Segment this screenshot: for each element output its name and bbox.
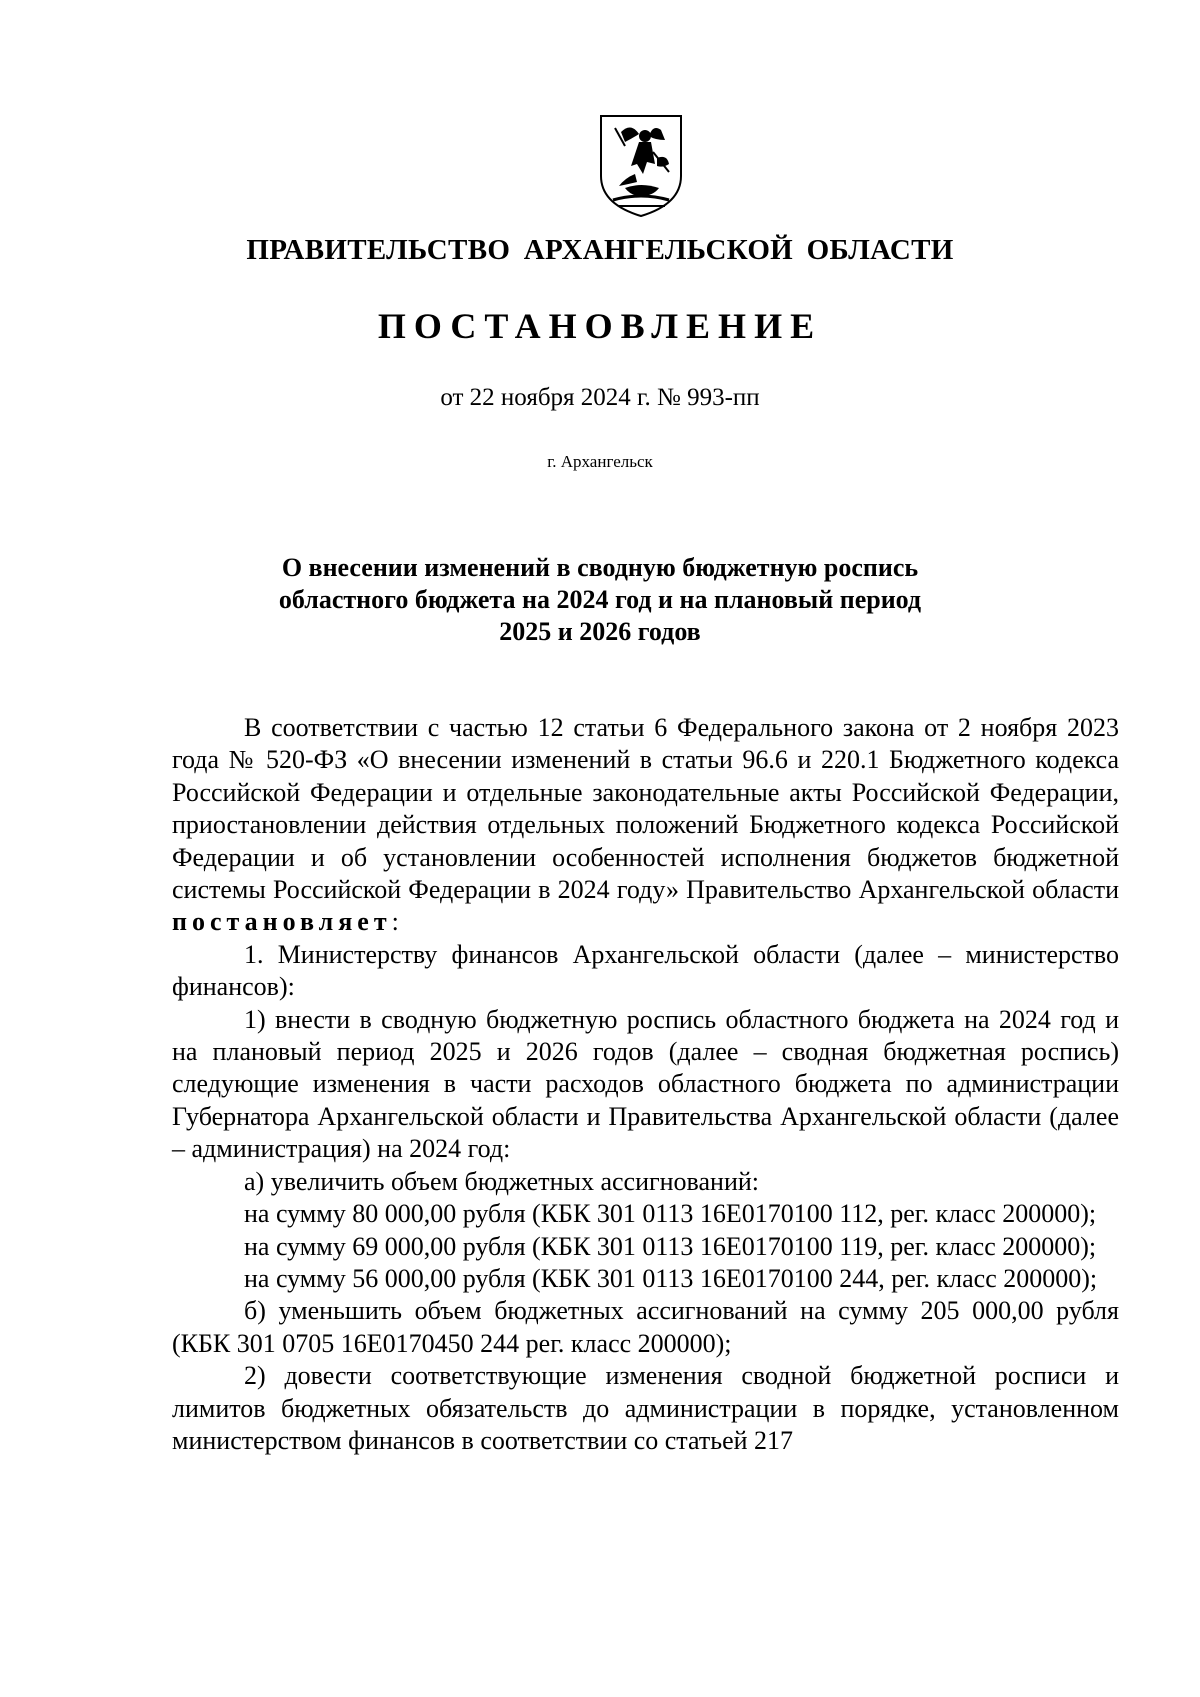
title-line: О внесении изменений в сводную бюджетную роспись: [281, 553, 919, 582]
coat-of-arms-icon: [595, 112, 687, 220]
document-body: [172, 712, 1119, 1457]
amount-paragraph-2: на сумму 69 000,00 рубля (КБК 301 0113 16Е0170100 119, рег. класс 200000);: [244, 1231, 1097, 1261]
document-city: г. Архангельск: [547, 452, 653, 471]
document-date-number: от 22 ноября 2024 г. № 993-пп: [440, 384, 760, 411]
item-1-2-paragraph: 2) довести соответствующие изменения сводной бюджетной росписи и лимитов бюджетных обязательств до администрации в порядке, установленном министерством финансов в соответствии со статьей 217: [172, 1361, 1119, 1455]
item-1-1-paragraph: 1) внести в сводную бюджетную роспись областного бюджета на 2024 год и на плановый период 2025 и 2026 годов (далее – сводная бюджетная роспись) следующие изменения в части расходов областного бюджета по администрации Губернатора Архангельской области и Правительства Архангельской области (далее – администрация) на 2024 год:: [172, 1004, 1119, 1164]
organization-name: ПРАВИТЕЛЬСТВО АРХАНГЕЛЬСКОЙ ОБЛАСТИ: [246, 234, 954, 266]
item-b-paragraph: б) уменьшить объем бюджетных ассигнований на сумму 205 000,00 рубля (КБК 301 0705 16Е0170450 244 рег. класс 200000);: [172, 1296, 1119, 1358]
item-1-paragraph: 1. Министерству финансов Архангельской области (далее – министерство финансов):: [172, 939, 1119, 1002]
document-title: [0, 552, 1200, 648]
document-type: ПОСТАНОВЛЕНИЕ: [377, 306, 823, 346]
preamble-text: В соответствии с частью 12 статьи 6 Федерального закона от 2 ноября 2023 года № 520-ФЗ «О внесении изменений в статьи 96.6 и 220.1 Бюджетного кодекса Российской Федерации и отдельные законодательные акты Российской Федерации, приостановлении действия отдельных положений Бюджетного кодекса Российской Федерации и об установлении особенностей исполнения бюджетов бюджетной системы Российской Федерации в 2024 году» Правительство Архангельской области: [172, 713, 1119, 905]
amount-paragraph-1: на сумму 80 000,00 рубля (КБК 301 0113 16Е0170100 112, рег. класс 200000);: [244, 1199, 1097, 1229]
resolves-word: постановляет: [172, 907, 392, 937]
preamble-end: :: [391, 907, 399, 937]
title-line: областного бюджета на 2024 год и на плановый период: [278, 585, 922, 614]
title-line: 2025 и 2026 годов: [499, 617, 701, 646]
item-a-paragraph: а) увеличить объем бюджетных ассигнований:: [244, 1166, 759, 1196]
preamble-paragraph: [172, 712, 1119, 939]
amount-paragraph-3: на сумму 56 000,00 рубля (КБК 301 0113 16Е0170100 244, рег. класс 200000);: [244, 1263, 1098, 1293]
